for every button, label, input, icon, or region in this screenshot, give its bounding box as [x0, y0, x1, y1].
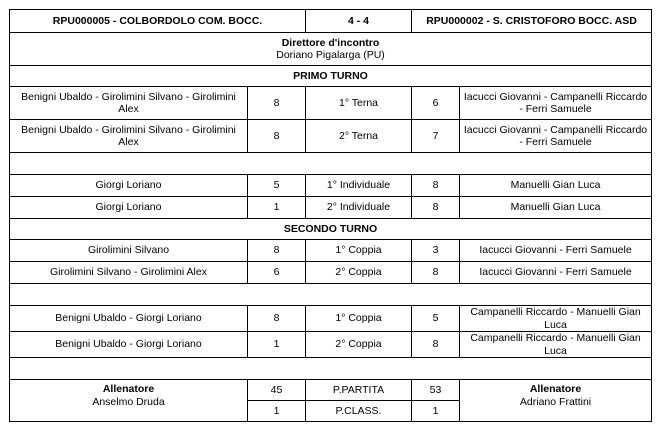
away-score: 8 — [412, 175, 460, 197]
second-round-title: SECONDO TURNO — [10, 219, 652, 240]
home-score: 8 — [248, 120, 306, 153]
away-players: Manuelli Gian Luca — [460, 175, 652, 197]
spacer-cell — [10, 284, 652, 306]
director-cell — [10, 33, 652, 66]
section-row-first-round — [10, 66, 652, 87]
spacer-cell — [10, 153, 652, 175]
away-partita-points: 53 — [412, 380, 460, 401]
home-partita-points: 45 — [248, 380, 306, 401]
spacer-row — [10, 153, 652, 175]
class-label: P.CLASS. — [306, 401, 412, 422]
home-score: 8 — [248, 306, 306, 332]
away-team-name: RPU000002 - S. CRISTOFORO BOCC. ASD — [412, 10, 652, 33]
home-class-points: 1 — [248, 401, 306, 422]
game-type: 1° Terna — [306, 87, 412, 120]
match-row — [10, 332, 652, 358]
match-row — [10, 87, 652, 120]
game-type: 2° Terna — [306, 120, 412, 153]
game-type: 2° Coppia — [306, 332, 412, 358]
spacer-row — [10, 284, 652, 306]
first-round-title: PRIMO TURNO — [10, 66, 652, 87]
away-players: Manuelli Gian Luca — [460, 197, 652, 219]
header-row — [10, 10, 652, 33]
game-type: 1° Individuale — [306, 175, 412, 197]
home-players: Benigni Ubaldo - Girolimini Silvano - Girolimini Alex — [10, 87, 248, 120]
director-row — [10, 33, 652, 66]
away-players: Campanelli Riccardo - Manuelli Gian Luca — [460, 306, 652, 332]
home-coach-label: Allenatore — [102, 383, 155, 395]
match-row — [10, 120, 652, 153]
footer-row-partita — [10, 380, 652, 401]
home-players: Girolimini Silvano - Girolimini Alex — [10, 262, 248, 284]
home-team-name: RPU000005 - COLBORDOLO COM. BOCC. — [10, 10, 306, 33]
spacer-cell — [10, 358, 652, 380]
away-score: 3 — [412, 240, 460, 262]
home-score: 5 — [248, 175, 306, 197]
home-score: 8 — [248, 240, 306, 262]
home-score: 8 — [248, 87, 306, 120]
game-type: 1° Coppia — [306, 306, 412, 332]
match-row — [10, 240, 652, 262]
away-players: Iacucci Giovanni - Ferri Samuele — [460, 240, 652, 262]
home-players: Benigni Ubaldo - Girolimini Silvano - Girolimini Alex — [10, 120, 248, 153]
spacer-row — [10, 358, 652, 380]
game-type: 2° Coppia — [306, 262, 412, 284]
director-name: Doriano Pigalarga (PU) — [276, 49, 385, 61]
section-row-second-round — [10, 219, 652, 240]
match-report-sheet — [9, 9, 651, 422]
home-coach-cell — [10, 380, 248, 422]
away-score: 5 — [412, 306, 460, 332]
match-report-table — [9, 9, 652, 422]
away-coach-name: Adriano Frattini — [519, 395, 592, 408]
home-score: 1 — [248, 197, 306, 219]
home-players: Giorgi Loriano — [10, 175, 248, 197]
away-score: 6 — [412, 87, 460, 120]
away-players: Iacucci Giovanni - Campanelli Riccardo - Ferri Samuele — [460, 87, 652, 120]
away-class-points: 1 — [412, 401, 460, 422]
away-coach-cell — [460, 380, 652, 422]
match-row — [10, 262, 652, 284]
away-players: Iacucci Giovanni - Campanelli Riccardo - Ferri Samuele — [460, 120, 652, 153]
match-row — [10, 197, 652, 219]
director-title: Direttore d'incontro — [281, 36, 380, 49]
away-players: Iacucci Giovanni - Ferri Samuele — [460, 262, 652, 284]
home-players: Giorgi Loriano — [10, 197, 248, 219]
partita-label: P.PARTITA — [306, 380, 412, 401]
away-coach-label: Allenatore — [529, 383, 582, 395]
away-score: 8 — [412, 197, 460, 219]
home-players: Benigni Ubaldo - Giorgi Loriano — [10, 332, 248, 358]
home-players: Girolimini Silvano — [10, 240, 248, 262]
match-score: 4 - 4 — [306, 10, 412, 33]
away-score: 7 — [412, 120, 460, 153]
home-players: Benigni Ubaldo - Giorgi Loriano — [10, 306, 248, 332]
game-type: 2° Individuale — [306, 197, 412, 219]
away-score: 8 — [412, 332, 460, 358]
away-score: 8 — [412, 262, 460, 284]
away-players: Campanelli Riccardo - Manuelli Gian Luca — [460, 332, 652, 358]
home-coach-name: Anselmo Druda — [92, 395, 165, 408]
game-type: 1° Coppia — [306, 240, 412, 262]
home-score: 1 — [248, 332, 306, 358]
match-row — [10, 306, 652, 332]
match-row — [10, 175, 652, 197]
home-score: 6 — [248, 262, 306, 284]
